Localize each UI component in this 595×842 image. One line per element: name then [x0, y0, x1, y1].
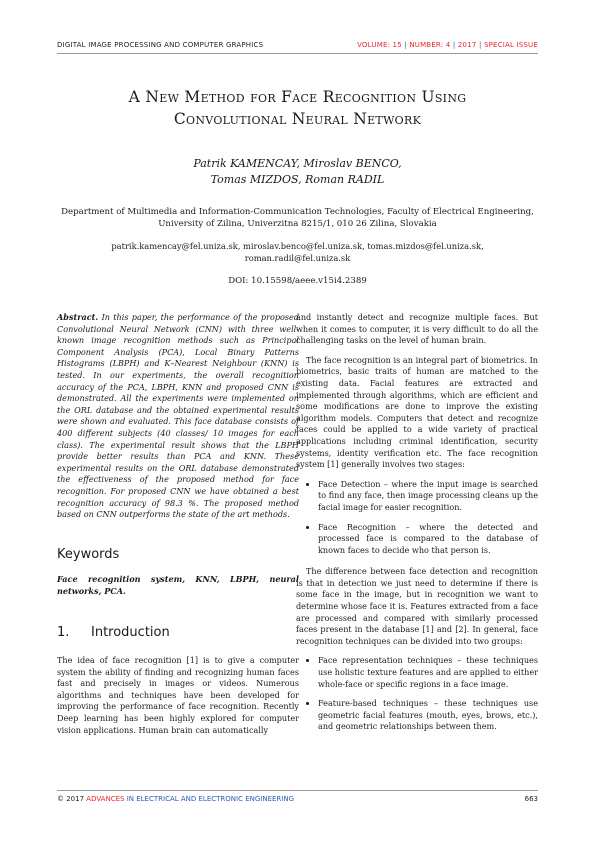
emails-line-2: roman.radil@fel.uniza.sk: [244, 253, 351, 263]
paper-title: [40, 86, 555, 130]
number-label: NUMBER: 4: [409, 41, 451, 49]
intro-paragraph-3: The face recognition is an integral part of biometrics. In biometrics, basic traits of human are matched to the existing data. Facial features are extracted and implemented through algorithms, which are efficient and some modifications are done to improve the existing algorithm models. Computers that detect and recognize faces could be applied to a wide variety of practical applications including criminal identification, security systems, identity verification etc. The face recognition system [1] generally involves two stages:: [296, 354, 538, 470]
issue-info: [357, 41, 538, 49]
header-rule: [57, 53, 538, 54]
copyright: © 2017: [57, 795, 85, 803]
abstract: [57, 312, 299, 521]
volume-label: VOLUME: 15: [357, 41, 402, 49]
separator: |: [404, 41, 407, 49]
authors: [60, 156, 535, 187]
list-item: • Feature-based techniques – these techniques use geometric facial features (mouth, eyes, brows, etc.), and geometric relationships between them.: [318, 698, 538, 733]
affiliation: [40, 206, 555, 230]
page-number: 663: [524, 795, 538, 803]
techniques-list: [296, 655, 538, 733]
left-column: [57, 312, 299, 744]
journal-name-advances: ADVANCES: [86, 795, 125, 803]
abstract-label: Abstract.: [57, 312, 99, 322]
affiliation-line-2: University of Zilina, Univerzitna 8215/1, 010 26 Zilina, Slovakia: [158, 219, 437, 229]
separator: |: [452, 41, 456, 49]
section-title: Introduction: [91, 625, 170, 641]
year-label: 2017: [457, 41, 477, 49]
keywords-heading: Keywords: [57, 546, 120, 562]
emails-line-1: patrik.kamencay@fel.uniza.sk, miroslav.benco@fel.uniza.sk, tomas.mizdos@fel.uniza.sk,: [111, 241, 484, 251]
issue-label: SPECIAL ISSUE: [483, 41, 538, 49]
list-item: • Face Detection – where the input image is searched to find any face, then image processing cleans up the facial image for easier recognition.: [318, 479, 538, 514]
stages-list: [296, 479, 538, 557]
right-column: [296, 312, 538, 743]
section-heading-introduction: [57, 627, 299, 639]
journal-section: DIGITAL IMAGE PROCESSING AND COMPUTER GRAPHICS: [57, 41, 264, 49]
section-number: 1.: [57, 625, 70, 641]
authors-line-1: Patrik KAMENCAY, Miroslav BENCO,: [193, 157, 402, 170]
list-item: • Face representation techniques – these techniques use holistic texture features and are applied to either whole-face or specific regions in a face image.: [318, 655, 538, 690]
keywords-text: Face recognition system, KNN, LBPH, neural networks, PCA.: [57, 574, 299, 596]
title-line-2: Convolutional Neural Network: [173, 110, 422, 128]
title-line-1: A New Method for Face Recognition Using: [128, 88, 467, 106]
footer-journal: [57, 795, 294, 803]
footer-rule: [57, 790, 538, 791]
doi: DOI: 10.15598/aeee.v15i4.2389: [228, 276, 367, 286]
separator: |: [478, 41, 482, 49]
journal-name-rest: IN ELECTRICAL AND ELECTRONIC ENGINEERING: [126, 795, 295, 803]
intro-paragraph-4: The difference between face detection and recognition is that in detection we just need to determine if there is some face in the image, but in recognition we want to determine whose face it is. Features extracted from a face are processed and compared with similarly processed faces present in the database [1] and [2]. In general, face recognition techniques can be divided into two groups:: [296, 566, 538, 646]
abstract-text: In this paper, the performance of the proposed Convolutional Neural Network (CNN) with three well-known image recognition methods such as Principal Component Analysis (PCA), Local Binary Patterns Histograms (LBPH) and K–Nearest Neighbour (KNN) is tested. In our experiments, the overall recognition accuracy of the PCA, LBPH, KNN and proposed CNN is demonstrated. All the experiments were implemented on the ORL database and the obtained experimental results were shown and evaluated. This face database consists of 400 different subjects (40 classes/ 10 images for each class). The experimental result shows that the LBPH provide better results than PCA and KNN. These experimental results on the ORL database demonstrated the effectiveness of the proposed method for face recognition. For proposed CNN we have obtained a best recognition accuracy of 98.3 %. The proposed method based on CNN outperforms the state of the art methods.: [57, 312, 300, 520]
author-emails: [40, 240, 555, 264]
list-item: • Face Recognition – where the detected and processed face is compared to the database of known faces to decide who that person is.: [318, 522, 538, 557]
authors-line-2: Tomas MIZDOS, Roman RADIL: [210, 172, 385, 186]
intro-paragraph-2: and instantly detect and recognize multiple faces. But when it comes to computer, it is very difficult to do all the challenging tasks on the level of human brain.: [296, 312, 538, 346]
affiliation-line-1: Department of Multimedia and Information-Communication Technologies, Faculty of Electrical Engineering,: [61, 207, 534, 217]
intro-paragraph-1: The idea of face recognition [1] is to give a computer system the ability of finding and recognizing human faces fast and precisely in images or videos. Numerous algorithms and techniques have been developed for improving the performance of face recognition. Recently Deep learning has been highly explored for computer vision applications. Human brain can automatically: [57, 655, 299, 735]
running-header: [57, 41, 538, 53]
